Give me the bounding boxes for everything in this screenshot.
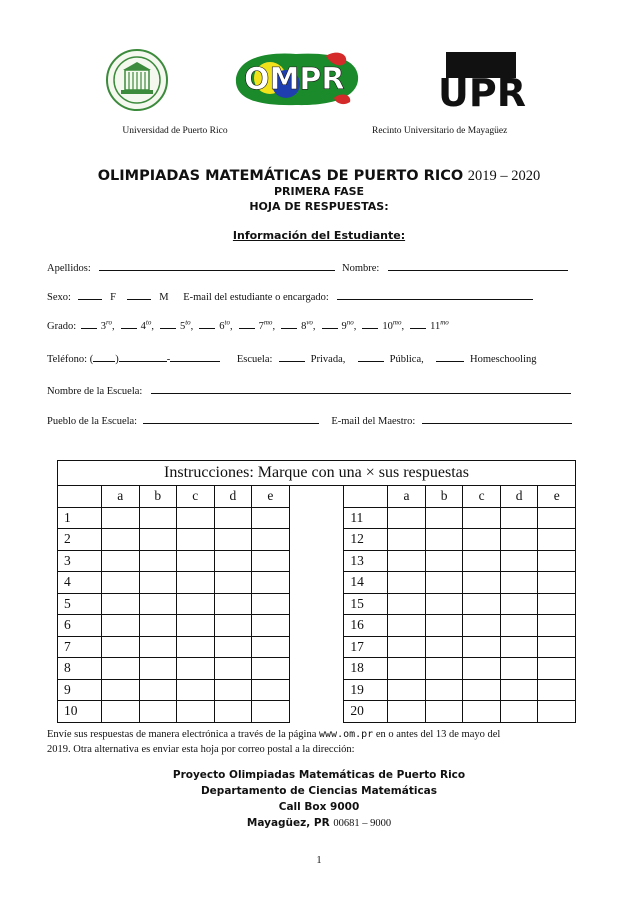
answer-cell-c[interactable] (463, 658, 501, 680)
option-header-d: d (214, 486, 252, 508)
answer-cell-b[interactable] (139, 615, 177, 637)
field-nombre-escuela[interactable] (151, 382, 571, 394)
subtitle-phase: PRIMERA FASE (273, 185, 365, 198)
answer-cell-e[interactable] (252, 529, 290, 551)
label-m: M (159, 292, 169, 303)
answer-cell-b[interactable] (139, 529, 177, 551)
answer-cell-e[interactable] (538, 507, 576, 529)
field-email-maestro[interactable] (422, 412, 572, 424)
question-number: 15 (344, 593, 388, 615)
question-number: 4 (58, 572, 102, 594)
option-header-d: d (500, 486, 538, 508)
answer-cell-a[interactable] (388, 701, 426, 723)
label-privada: Privada, (310, 354, 346, 365)
address-zip: 00681 – 9000 (333, 818, 392, 829)
answer-cell-c[interactable] (177, 507, 215, 529)
table-gap (289, 636, 344, 658)
address-city: Mayagüez, PR (246, 817, 330, 829)
grade-label: 10 (382, 321, 393, 332)
grade-label: 9 (341, 321, 347, 332)
answer-cell-b[interactable] (425, 507, 463, 529)
answer-cell-d[interactable] (214, 572, 252, 594)
table-row (58, 701, 576, 723)
title-main: OLIMPIADAS MATEMÁTICAS DE PUERTO RICO (97, 168, 464, 184)
answer-cell-b[interactable] (139, 572, 177, 594)
upr-logo (432, 50, 530, 110)
answer-cell-b[interactable] (425, 658, 463, 680)
answer-cell-d[interactable] (214, 550, 252, 572)
field-area-code[interactable] (93, 350, 115, 362)
grade-option (410, 318, 449, 332)
answer-cell-e[interactable] (252, 550, 290, 572)
answer-cell-d[interactable] (500, 636, 538, 658)
option-header-e: e (538, 486, 576, 508)
question-number: 14 (344, 572, 388, 594)
question-number: 7 (58, 636, 102, 658)
field-phone-prefix[interactable] (119, 350, 167, 362)
grade-suffix: mo (440, 318, 449, 327)
question-number: 12 (344, 529, 388, 551)
answer-cell-e[interactable] (538, 636, 576, 658)
answer-cell-c[interactable] (463, 593, 501, 615)
answer-cell-c[interactable] (463, 636, 501, 658)
instructions-line1: Envíe sus respuestas de manera electrónica a través de la página (47, 729, 317, 740)
website-link[interactable]: www.om.pr (319, 729, 374, 740)
field-pueblo-escuela[interactable] (143, 412, 319, 424)
answer-cell-d[interactable] (214, 507, 252, 529)
answer-cell-a[interactable] (101, 593, 139, 615)
label-escuela: Escuela: (236, 354, 273, 365)
grade-suffix: mo (263, 318, 273, 327)
answer-cell-c[interactable] (463, 529, 501, 551)
grade-option (199, 318, 233, 332)
grade-suffix: vo (306, 318, 313, 327)
answer-cell-e[interactable] (252, 615, 290, 637)
address-line2: Departamento de Ciencias Matemáticas (200, 785, 438, 797)
answer-cell-b[interactable] (139, 507, 177, 529)
answer-cell-e[interactable] (538, 593, 576, 615)
table-gap (289, 615, 344, 637)
table-gap (289, 701, 344, 723)
answer-cell-e[interactable] (252, 679, 290, 701)
table-row (58, 572, 576, 594)
grade-option (160, 318, 194, 332)
answer-cell-b[interactable] (139, 593, 177, 615)
question-number: 2 (58, 529, 102, 551)
answer-cell-b[interactable] (139, 550, 177, 572)
field-privada[interactable] (279, 350, 305, 362)
answer-cell-c[interactable] (177, 636, 215, 658)
grade-separator: , (312, 321, 316, 332)
grade-separator: , (230, 321, 233, 332)
answer-cell-a[interactable] (388, 658, 426, 680)
answer-cell-d[interactable] (500, 572, 538, 594)
row-names (47, 259, 568, 274)
answer-cell-c[interactable] (463, 701, 501, 723)
answer-cell-c[interactable] (177, 529, 215, 551)
options-header-row (58, 486, 576, 508)
grade-suffix: no (346, 318, 354, 327)
grade-separator: , (272, 321, 276, 332)
ompr-logo (230, 48, 362, 110)
corner-cell (344, 486, 388, 508)
answer-cell-c[interactable] (463, 550, 501, 572)
answer-cell-a[interactable] (101, 701, 139, 723)
table-gap (289, 679, 344, 701)
option-header-b: b (139, 486, 177, 508)
answer-cell-a[interactable] (101, 572, 139, 594)
answer-cell-b[interactable] (425, 615, 463, 637)
answer-cell-c[interactable] (177, 572, 215, 594)
question-number: 6 (58, 615, 102, 637)
option-header-a: a (101, 486, 139, 508)
section-heading: Información del Estudiante: (232, 229, 406, 242)
svg-text:OMPR: OMPR (244, 62, 345, 97)
address-line3: Call Box 9000 (278, 801, 360, 813)
question-number: 5 (58, 593, 102, 615)
field-homeschooling[interactable] (436, 350, 464, 362)
grade-field[interactable] (239, 317, 255, 329)
question-number: 3 (58, 550, 102, 572)
label-email-estudiante: E-mail del estudiante o encargado: (183, 292, 329, 303)
row-phone-school: Teléfono: ( ) - Escuela: Privada, Pública, Homeschooling (47, 350, 537, 365)
grade-options (79, 318, 455, 332)
answer-cell-b[interactable] (425, 550, 463, 572)
answer-cell-b[interactable] (139, 636, 177, 658)
field-email-estudiante[interactable] (337, 288, 533, 300)
label-nombre: Nombre: (342, 263, 380, 274)
grade-label: 7 (258, 321, 264, 332)
table-row (58, 615, 576, 637)
field-sexo-m[interactable] (127, 288, 151, 300)
answer-cell-d[interactable] (500, 593, 538, 615)
grade-suffix: to (145, 318, 152, 327)
table-title: Instrucciones: Marque con una × sus respuestas (58, 461, 576, 486)
address-line1: Proyecto Olimpiadas Matemáticas de Puerto Rico (172, 769, 466, 781)
answer-cell-b[interactable] (425, 679, 463, 701)
answer-cell-d[interactable] (500, 550, 538, 572)
answer-cell-a[interactable] (101, 658, 139, 680)
address-line4 (0, 815, 638, 832)
grade-field[interactable] (160, 317, 176, 329)
grade-separator: , (112, 321, 115, 332)
answer-cell-a[interactable] (388, 507, 426, 529)
answer-cell-a[interactable] (388, 679, 426, 701)
address-block (0, 767, 638, 832)
answer-cell-d[interactable] (214, 701, 252, 723)
option-header-b: b (425, 486, 463, 508)
answer-cell-c[interactable] (177, 593, 215, 615)
question-number: 9 (58, 679, 102, 701)
answer-cell-e[interactable] (252, 507, 290, 529)
table-gap (289, 507, 344, 529)
option-header-e: e (252, 486, 290, 508)
option-header-c: c (463, 486, 501, 508)
grade-separator: , (353, 321, 357, 332)
answer-cell-e[interactable] (538, 701, 576, 723)
answer-cell-d[interactable] (500, 701, 538, 723)
table-row (58, 507, 576, 529)
answer-cell-c[interactable] (177, 679, 215, 701)
field-sexo-f[interactable] (78, 288, 102, 300)
answer-cell-d[interactable] (214, 658, 252, 680)
answer-cell-d[interactable] (214, 679, 252, 701)
answer-cell-d[interactable] (500, 529, 538, 551)
grade-label: 11 (430, 321, 441, 332)
grade-separator: , (190, 321, 194, 332)
answer-cell-d[interactable] (214, 529, 252, 551)
table-gap (289, 658, 344, 680)
answer-cell-a[interactable] (101, 636, 139, 658)
table-row (58, 593, 576, 615)
answer-cell-d[interactable] (500, 615, 538, 637)
label-sexo: Sexo: (47, 292, 71, 303)
question-number: 1 (58, 507, 102, 529)
answer-cell-e[interactable] (538, 572, 576, 594)
grade-field[interactable] (199, 317, 215, 329)
row-school-town (47, 412, 572, 427)
label-homeschooling: Homeschooling (470, 354, 537, 365)
answer-cell-c[interactable] (463, 507, 501, 529)
row-sex (47, 288, 533, 303)
svg-text:UPR: UPR (438, 71, 526, 110)
answer-cell-e[interactable] (252, 593, 290, 615)
answer-cell-d[interactable] (500, 507, 538, 529)
left-caption: Universidad de Puerto Rico (122, 126, 228, 136)
answer-cell-e[interactable] (252, 658, 290, 680)
upr-seal-logo (105, 48, 169, 112)
answer-cell-a[interactable] (388, 593, 426, 615)
grade-option (239, 318, 276, 332)
row-school-name (47, 382, 571, 397)
table-row (58, 529, 576, 551)
grade-label: 6 (219, 321, 225, 332)
table-row (58, 550, 576, 572)
grade-label: 3 (100, 321, 107, 332)
question-number: 16 (344, 615, 388, 637)
answer-cell-a[interactable] (388, 615, 426, 637)
table-gap (289, 550, 344, 572)
answer-cell-c[interactable] (463, 572, 501, 594)
answer-cell-d[interactable] (214, 593, 252, 615)
option-header-c: c (177, 486, 215, 508)
question-number: 18 (344, 658, 388, 680)
grade-option (322, 318, 357, 332)
page-title (0, 168, 638, 185)
instructions-text (47, 727, 595, 757)
grade-label: 5 (179, 321, 186, 332)
answer-cell-a[interactable] (388, 636, 426, 658)
grade-separator: , (151, 321, 154, 332)
page-number: 1 (316, 855, 322, 866)
grade-suffix: to (224, 318, 230, 327)
answer-cell-e[interactable] (538, 679, 576, 701)
grade-suffix: to (185, 318, 191, 327)
question-number: 20 (344, 701, 388, 723)
answer-cell-c[interactable] (463, 615, 501, 637)
label-f: F (110, 292, 117, 303)
grade-field[interactable] (410, 317, 426, 329)
table-gap (289, 486, 344, 508)
answer-cell-a[interactable] (388, 572, 426, 594)
table-gap (289, 572, 344, 594)
label-pueblo-escuela: Pueblo de la Escuela: (47, 416, 138, 427)
answer-cell-b[interactable] (425, 701, 463, 723)
answer-cell-e[interactable] (538, 615, 576, 637)
grade-separator: , (401, 321, 405, 332)
answer-cell-a[interactable] (101, 529, 139, 551)
table-row (58, 636, 576, 658)
answer-cell-d[interactable] (500, 679, 538, 701)
title-years: 2019 – 2020 (467, 168, 541, 184)
question-number: 8 (58, 658, 102, 680)
answer-cell-e[interactable] (538, 658, 576, 680)
subtitle-sheet: HOJA DE RESPUESTAS: (249, 200, 389, 213)
option-header-a: a (388, 486, 426, 508)
answer-cell-e[interactable] (252, 636, 290, 658)
instructions-line2: 2019. Otra alternativa es enviar esta hoja por correo postal a la dirección: (47, 744, 355, 755)
answer-cell-d[interactable] (500, 658, 538, 680)
question-number: 10 (58, 701, 102, 723)
grade-field[interactable] (322, 317, 338, 329)
answer-cell-d[interactable] (214, 636, 252, 658)
label-publica: Pública, (389, 354, 424, 365)
question-number: 19 (344, 679, 388, 701)
answer-cell-b[interactable] (425, 572, 463, 594)
grade-option (79, 318, 115, 332)
answer-cell-b[interactable] (425, 593, 463, 615)
answer-cell-e[interactable] (252, 701, 290, 723)
answer-cell-c[interactable] (177, 658, 215, 680)
grade-label: 4 (140, 321, 146, 332)
answer-cell-b[interactable] (139, 701, 177, 723)
grade-suffix: ro (106, 318, 113, 327)
answer-cell-c[interactable] (177, 550, 215, 572)
answer-cell-b[interactable] (139, 679, 177, 701)
answer-cell-a[interactable] (101, 550, 139, 572)
grade-field[interactable] (121, 317, 137, 329)
answer-cell-c[interactable] (177, 615, 215, 637)
answer-cell-d[interactable] (214, 615, 252, 637)
label-apellidos: Apellidos: (47, 263, 91, 274)
answer-cell-a[interactable] (388, 550, 426, 572)
answer-cell-e[interactable] (538, 550, 576, 572)
answer-cell-b[interactable] (425, 529, 463, 551)
question-number: 11 (344, 507, 388, 529)
grade-field[interactable] (281, 317, 297, 329)
table-row (58, 658, 576, 680)
answer-cell-b[interactable] (425, 636, 463, 658)
grade-field[interactable] (362, 317, 378, 329)
answer-cell-b[interactable] (139, 658, 177, 680)
field-publica[interactable] (358, 350, 384, 362)
question-number: 17 (344, 636, 388, 658)
grade-option (121, 318, 154, 332)
answer-cell-a[interactable] (388, 529, 426, 551)
right-caption: Recinto Universitario de Mayagüez (372, 126, 508, 136)
answer-cell-a[interactable] (101, 615, 139, 637)
grade-option (362, 318, 405, 332)
table-gap (289, 593, 344, 615)
row-grade (47, 317, 455, 332)
field-apellidos[interactable] (99, 259, 335, 271)
table-gap (289, 529, 344, 551)
answer-cell-a[interactable] (101, 507, 139, 529)
answer-cell-a[interactable] (101, 679, 139, 701)
field-nombre[interactable] (388, 259, 568, 271)
table-row (58, 679, 576, 701)
corner-cell (58, 486, 102, 508)
answer-cell-e[interactable] (538, 529, 576, 551)
answer-cell-e[interactable] (252, 572, 290, 594)
grade-option (281, 318, 316, 332)
instructions-line1b: en o antes del 13 de mayo del (375, 729, 501, 740)
grade-suffix: mo (392, 318, 402, 327)
answer-cell-c[interactable] (177, 701, 215, 723)
grade-field[interactable] (81, 317, 97, 329)
label-nombre-escuela: Nombre de la Escuela: (47, 386, 143, 397)
question-number: 13 (344, 550, 388, 572)
grade-label: 8 (301, 321, 307, 332)
field-phone-number[interactable] (170, 350, 220, 362)
label-email-maestro: E-mail del Maestro: (331, 416, 416, 427)
answer-table (57, 460, 576, 723)
label-telefono: Teléfono: ( (47, 354, 94, 365)
answer-cell-c[interactable] (463, 679, 501, 701)
label-grado: Grado: (47, 321, 77, 332)
